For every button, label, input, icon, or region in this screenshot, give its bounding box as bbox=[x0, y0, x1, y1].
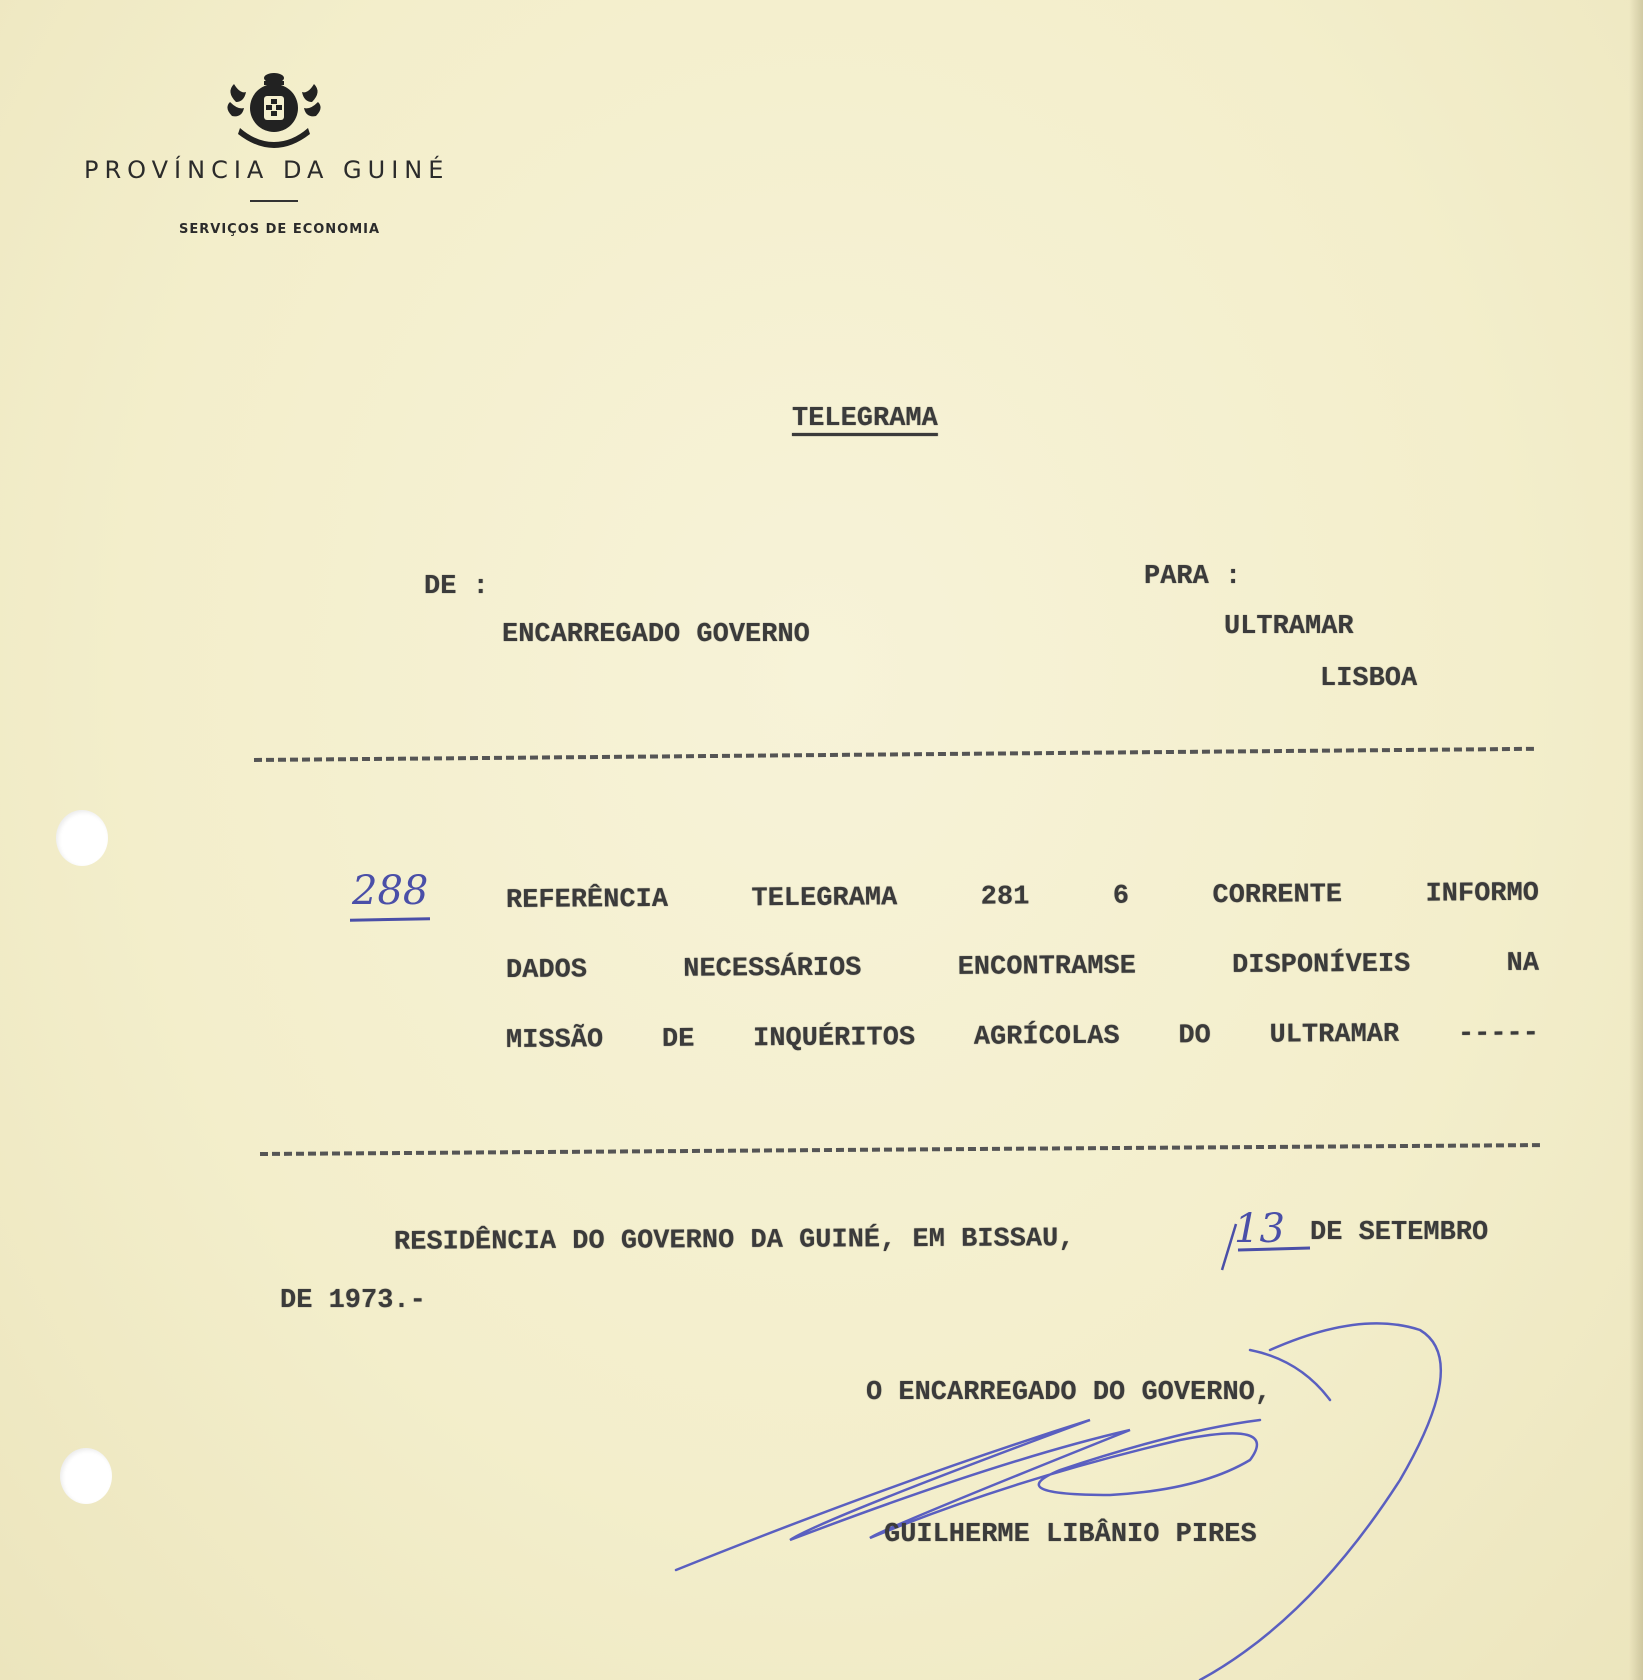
closing-month: DE SETEMBRO bbox=[1310, 1218, 1489, 1248]
body-word: DADOS bbox=[505, 955, 588, 986]
coat-of-arms-icon bbox=[226, 72, 322, 148]
body-word: DO bbox=[1178, 1021, 1211, 1052]
body-word: DISPONÍVEIS bbox=[1232, 949, 1411, 981]
body-word: ENCONTRAMSE bbox=[957, 951, 1137, 983]
body-word: 281 bbox=[980, 882, 1030, 913]
body-word: CORRENTE bbox=[1212, 880, 1343, 912]
dashed-divider-bottom bbox=[260, 1143, 1540, 1156]
body-word: ----- bbox=[1457, 1018, 1540, 1050]
body-line-3 bbox=[506, 1019, 1539, 1056]
to-line-2: LISBOA bbox=[1320, 664, 1418, 694]
body-word: AGRÍCOLAS bbox=[973, 1021, 1120, 1053]
punch-hole-top bbox=[56, 810, 108, 866]
to-label: PARA : bbox=[1144, 562, 1242, 592]
body-word: MISSÃO bbox=[505, 1025, 604, 1056]
closing-place: RESIDÊNCIA DO GOVERNO DA GUINÉ, EM BISSAU, bbox=[393, 1224, 1075, 1258]
body-word: INFORMO bbox=[1425, 878, 1540, 910]
letterhead-subtitle: SERVIÇOS DE ECONOMIA bbox=[179, 222, 381, 237]
body-word: DE bbox=[661, 1024, 695, 1055]
handwritten-day: 13 bbox=[1234, 1206, 1285, 1252]
body-word: TELEGRAMA bbox=[751, 883, 898, 915]
to-line-1: ULTRAMAR bbox=[1224, 612, 1354, 642]
body-word: REFERÊNCIA bbox=[505, 884, 669, 916]
document-heading: TELEGRAMA bbox=[792, 404, 938, 434]
body-word: 6 bbox=[1112, 881, 1130, 912]
body-word: INQUÉRITOS bbox=[752, 1023, 916, 1055]
handwritten-reference-number: 288 bbox=[352, 868, 429, 914]
signatory-title: O ENCARREGADO DO GOVERNO, bbox=[866, 1378, 1272, 1408]
from-value: ENCARREGADO GOVERNO bbox=[502, 620, 810, 650]
body-line-1 bbox=[506, 879, 1539, 916]
body-line-2 bbox=[506, 949, 1539, 986]
letterhead-divider bbox=[250, 200, 298, 202]
dashed-divider-top bbox=[254, 747, 1534, 762]
signatory-name: GUILHERME LIBÂNIO PIRES bbox=[884, 1520, 1257, 1550]
reference-underline bbox=[350, 917, 430, 921]
from-label: DE : bbox=[424, 572, 489, 602]
punch-hole-bottom bbox=[60, 1448, 112, 1504]
letterhead-title: PROVÍNCIA DA GUINÉ bbox=[84, 156, 450, 184]
closing-year: DE 1973.- bbox=[280, 1286, 426, 1316]
body-word: ULTRAMAR bbox=[1269, 1019, 1400, 1051]
page-edge-shadow bbox=[1629, 0, 1643, 1680]
body-word: NA bbox=[1506, 948, 1540, 980]
body-word: NECESSÁRIOS bbox=[683, 953, 862, 985]
